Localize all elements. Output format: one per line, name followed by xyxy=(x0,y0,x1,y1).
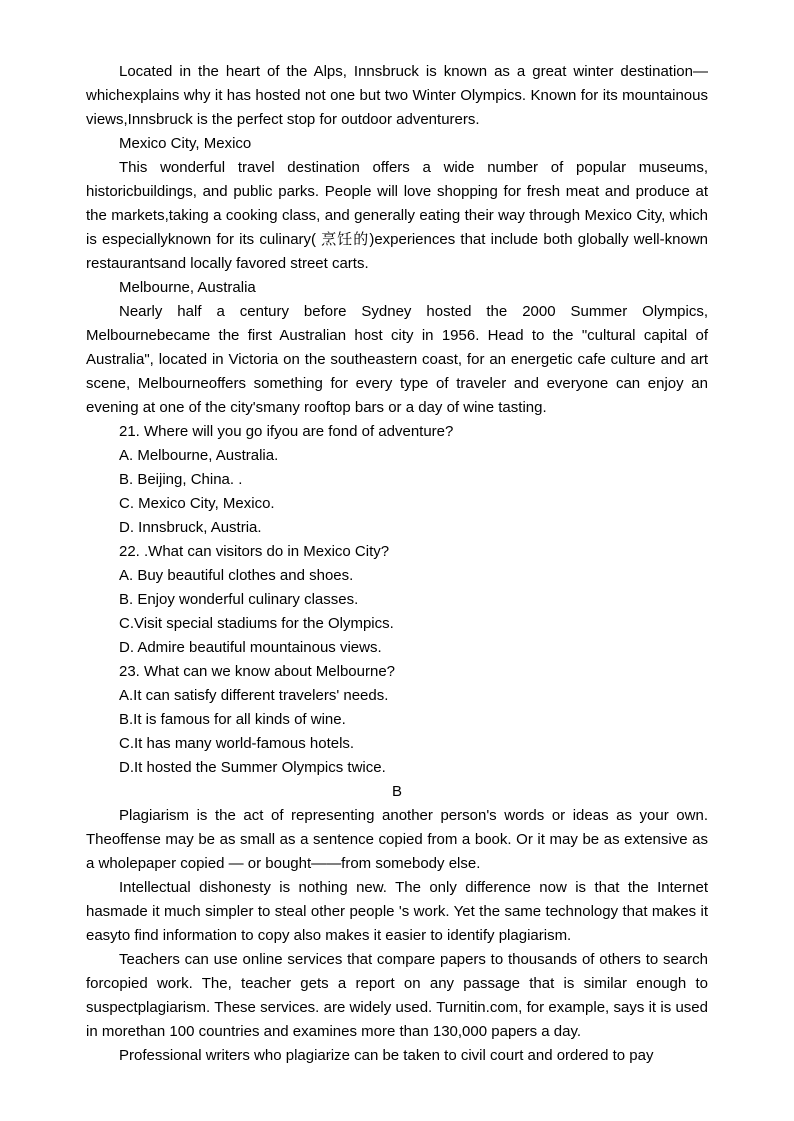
subheading-mexico-city: Mexico City, Mexico xyxy=(119,135,252,152)
paragraph-online-services: Teachers can use online services that compare papers to thousands of others to search forcopied work. The, teacher gets a report on any passage that is similar enough to suspectplagiarism. These services. are widely used. Turnitin.com, for example, says it is used in morethan 100 countries and examines more than 130,000 papers a day. xyxy=(86,951,708,1040)
question-23-option-a[interactable]: A.It can satisfy different travelers' needs. xyxy=(119,687,389,704)
paragraph-melbourne-body: Nearly half a century before Sydney hosted the 2000 Summer Olympics, Melbournebecame the first Australian host city in 1956. Head to the "cultural capital of Australia", located in Victoria on the southeastern coast, for an energetic cafe culture and art scene, Melbourneoffers something for every type of traveler and everyone can enjoy an evening at one of the city'smany rooftop bars or a day of wine tasting. xyxy=(86,303,708,416)
question-21-stem: 21. Where will you go ifyou are fond of adventure? xyxy=(119,423,454,440)
paragraph-innsbruck-body: Located in the heart of the Alps, Innsbruck is known as a great winter destination—whichexplains why it has hosted not one but two Winter Olympics. Known for its mountainous views,Innsbruck is the perfect stop for outdoor adventurers. xyxy=(86,63,708,128)
question-22-option-a[interactable]: A. Buy beautiful clothes and shoes. xyxy=(119,567,354,584)
question-22-stem: 22. .What can visitors do in Mexico City? xyxy=(119,543,390,560)
section-letter-b: B xyxy=(391,783,402,800)
question-22-option-c[interactable]: C.Visit special stadiums for the Olympics. xyxy=(119,615,394,632)
paragraph-professional-writers: Professional writers who plagiarize can be taken to civil court and ordered to pay xyxy=(119,1047,654,1064)
question-23-stem: 23. What can we know about Melbourne? xyxy=(119,663,395,680)
paragraph-mexico-city-body: This wonderful travel destination offers a wide number of popular museums, historicbuildings, and public parks. People will love shopping for fresh meat and produce at the markets,taking a cooking class, and generally eating their way through Mexico City, which is especiallyknown for its culinary( 烹饪的)experiences that include both globally well-known restaurantsand locally favored street carts. xyxy=(86,159,708,272)
subheading-melbourne: Melbourne, Australia xyxy=(119,279,256,296)
question-22-option-b[interactable]: B. Enjoy wonderful culinary classes. xyxy=(119,591,359,608)
paragraph-plagiarism-definition: Plagiarism is the act of representing another person's words or ideas as your own. Theoffense may be as small as a sentence copied from a book. Or it may be as extensive as a wholepaper copied — or bought——from somebody else. xyxy=(86,807,708,872)
question-21-option-b[interactable]: B. Beijing, China. . xyxy=(119,471,243,488)
question-23-option-d[interactable]: D.It hosted the Summer Olympics twice. xyxy=(119,759,386,776)
document-content xyxy=(86,60,708,1068)
question-21-option-c[interactable]: C. Mexico City, Mexico. xyxy=(119,495,275,512)
paragraph-intellectual-dishonesty: Intellectual dishonesty is nothing new. The only difference now is that the Internet hasmade it much simpler to steal other people 's work. Yet the same technology that makes it easyto find information to copy also makes it easier to identify plagiarism. xyxy=(86,879,708,944)
question-22-option-d[interactable]: D. Admire beautiful mountainous views. xyxy=(119,639,382,656)
question-23-option-c[interactable]: C.It has many world-famous hotels. xyxy=(119,735,355,752)
question-21-option-d[interactable]: D. Innsbruck, Austria. xyxy=(119,519,262,536)
question-23-option-b[interactable]: B.It is famous for all kinds of wine. xyxy=(119,711,346,728)
question-21-option-a[interactable]: A. Melbourne, Australia. xyxy=(119,447,279,464)
